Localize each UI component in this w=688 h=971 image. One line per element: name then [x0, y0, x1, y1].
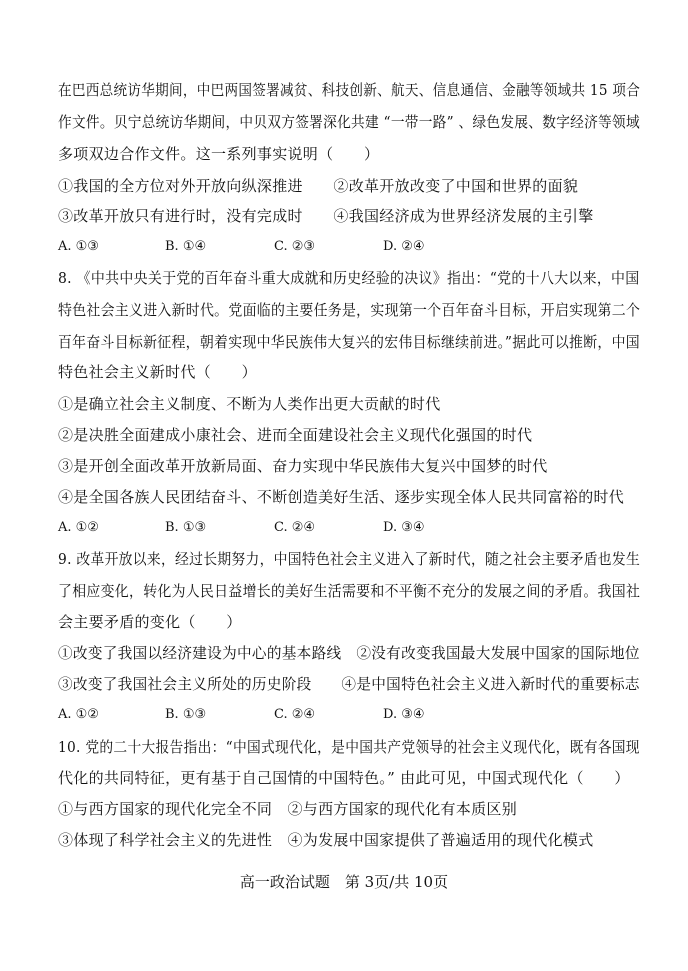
q9-option-c: C. ②④ — [274, 707, 316, 722]
q7-stem-line-3: 多项双边合作文件。这一系列事实说明（ ） — [58, 145, 380, 163]
q8-option-a: A. ①② — [58, 520, 99, 535]
q9-option-a: A. ①② — [58, 707, 99, 722]
q8-item-line-2: ②是决胜全面建成小康社会、进而全面建设社会主义现代化强国的时代 — [58, 426, 533, 444]
q9-stem-line-3: 会主要矛盾的变化（ ） — [58, 613, 242, 631]
q7-option-d: D. ②④ — [383, 239, 425, 254]
q7-option-b: B. ①④ — [165, 239, 207, 254]
q8-item-line-3: ③是开创全面改革开放新局面、奋力实现中华民族伟大复兴中国梦的时代 — [58, 457, 548, 475]
q9-stem-line-2: 了相应变化，转化为人民日益增长的美好生活需要和不平衡不充分的发展之间的矛盾。我国社 — [58, 582, 641, 600]
q7-option-c: C. ②③ — [274, 239, 316, 254]
q9-item-line-2: ③改变了我国社会主义所处的历史阶段 ④是中国特色社会主义进入新时代的重要标志 — [58, 675, 640, 693]
q10-stem-line-2: 代化的共同特征，更有基于自己国情的中国特色。” 由此可见，中国式现代化（ ） — [58, 769, 630, 787]
q7-stem-line-1: 在巴西总统访华期间，中巴两国签署减贫、科技创新、航天、信息通信、金融等领域共 15 项合 — [58, 81, 641, 99]
q8-option-b: B. ①③ — [165, 520, 207, 535]
q7-option-a: A. ①③ — [58, 239, 99, 254]
q9-stem-line-1: 9. 改革开放以来，经过长期努力，中国特色社会主义进入了新时代，随之社会主要矛盾也发生 — [58, 550, 641, 568]
q8-stem-line-4: 特色社会主义新时代（ ） — [58, 363, 257, 381]
q8-option-d: D. ③④ — [383, 520, 425, 535]
q9-item-line-1: ①改变了我国以经济建设为中心的基本路线 ②没有改变我国最大发展中国家的国际地位 — [58, 644, 640, 662]
q9-option-d: D. ③④ — [383, 707, 425, 722]
page-footer: 高一政治试题 第 3页/共 10页 — [239, 873, 449, 891]
q10-stem-line-1: 10. 党的二十大报告指出：“中国式现代化，是中国共产党领导的社会主义现代化，既有各国现 — [58, 738, 640, 756]
q9-option-b: B. ①③ — [165, 707, 207, 722]
q8-item-line-1: ①是确立社会主义制度、不断为人类作出更大贡献的时代 — [58, 395, 441, 413]
q7-stem-line-2: 作文件。贝宁总统访华期间，中贝双方签署深化共建 “一带一路” 、绿色发展、数字经济等领域 — [58, 113, 640, 131]
q10-item-line-2: ③体现了科学社会主义的先进性 ④为发展中国家提供了普遍适用的现代化模式 — [58, 831, 594, 849]
q8-option-c: C. ②④ — [274, 520, 316, 535]
q7-item-line-2: ③改革开放只有进行时，没有完成时 ④我国经济成为世界经济发展的主引擎 — [58, 207, 594, 225]
q10-item-line-1: ①与西方国家的现代化完全不同 ②与西方国家的现代化有本质区别 — [58, 800, 518, 818]
q8-item-line-4: ④是全国各族人民团结奋斗、不断创造美好生活、逐步实现全体人民共同富裕的时代 — [58, 488, 625, 506]
q7-item-line-1: ①我国的全方位对外开放向纵深推进 ②改革开放改变了中国和世界的面貌 — [58, 177, 579, 195]
q8-stem-line-2: 特色社会主义进入新时代。党面临的主要任务是，实现第一个百年奋斗目标，开启实现第二个 — [58, 301, 641, 319]
q8-stem-line-1: 8. 《中共中央关于党的百年奋斗重大成就和历史经验的决议》指出：“党的十八大以来，中国 — [58, 269, 640, 287]
q8-stem-line-3: 百年奋斗目标新征程，朝着实现中华民族伟大复兴的宏伟目标继续前进。”据此可以推断，中国 — [58, 333, 640, 351]
